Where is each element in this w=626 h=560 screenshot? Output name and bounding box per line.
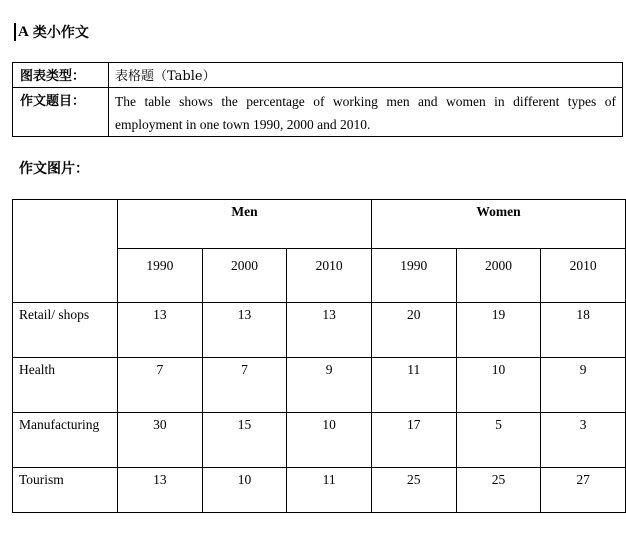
table-cell: 13: [118, 468, 203, 513]
chart-type-label: 图表类型：: [13, 63, 109, 88]
table-cell: 13: [118, 303, 203, 358]
table-cell: 17: [371, 413, 456, 468]
year-header-women-2000: 2000: [456, 249, 541, 303]
year-header-women-2010: 2010: [541, 249, 626, 303]
table-cell: 10: [456, 358, 541, 413]
table-cell: 11: [371, 358, 456, 413]
group-header-men: Men: [118, 200, 372, 249]
topic-value: The table shows the percentage of working men and women in different types of employment in one town 1990, 2000 and 2010.: [109, 88, 623, 137]
table-cell: 9: [287, 358, 372, 413]
corner-cell: [13, 200, 118, 303]
row-category: Manufacturing: [13, 413, 118, 468]
heading-text: 类小作文: [32, 25, 89, 41]
table-cell: 11: [287, 468, 372, 513]
table-cell: 9: [541, 358, 626, 413]
year-header-men-2000: 2000: [202, 249, 287, 303]
table-cell: 13: [202, 303, 287, 358]
table-cell: 20: [371, 303, 456, 358]
table-cell: 5: [456, 413, 541, 468]
group-header-women: Women: [371, 200, 625, 249]
table-cell: 25: [371, 468, 456, 513]
row-category: Tourism: [13, 468, 118, 513]
employment-table: [12, 199, 626, 513]
table-row: [13, 303, 626, 358]
table-cell: 7: [118, 358, 203, 413]
topic-label: 作文题目：: [13, 88, 109, 137]
table-row: [13, 468, 626, 513]
table-cell: 13: [287, 303, 372, 358]
row-category: Health: [13, 358, 118, 413]
table-cell: 3: [541, 413, 626, 468]
table-cell: 30: [118, 413, 203, 468]
table-cell: 18: [541, 303, 626, 358]
chart-type-value: 表格题（Table）: [109, 63, 623, 88]
year-header-men-1990: 1990: [118, 249, 203, 303]
table-cell: 27: [541, 468, 626, 513]
table-cell: 25: [456, 468, 541, 513]
table-cell: 7: [202, 358, 287, 413]
info-table: [12, 62, 623, 137]
heading-bar: [14, 23, 16, 41]
section-heading: [14, 22, 89, 42]
table-cell: 19: [456, 303, 541, 358]
year-header-women-1990: 1990: [371, 249, 456, 303]
heading-letter: A: [18, 23, 29, 40]
row-category: Retail/ shops: [13, 303, 118, 358]
table-row: [13, 358, 626, 413]
year-header-men-2010: 2010: [287, 249, 372, 303]
table-cell: 15: [202, 413, 287, 468]
table-row: [13, 413, 626, 468]
table-cell: 10: [202, 468, 287, 513]
picture-label: 作文图片：: [19, 161, 89, 177]
table-cell: 10: [287, 413, 372, 468]
